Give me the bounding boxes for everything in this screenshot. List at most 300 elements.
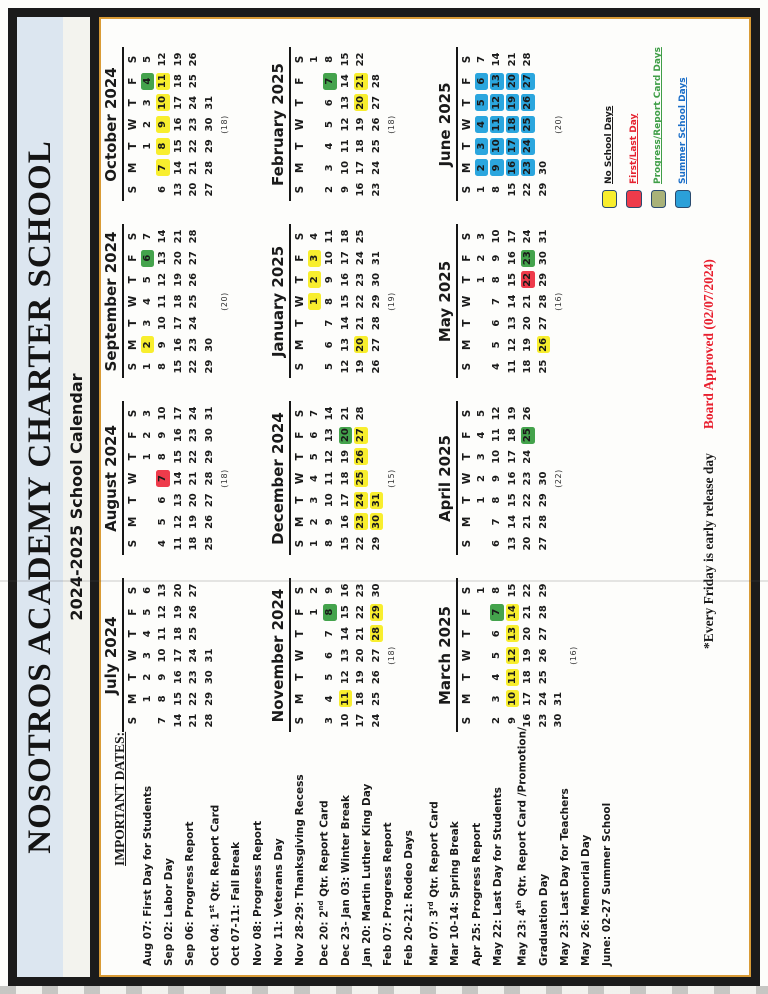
weekday-label: T [127,673,139,681]
weekday-label: T [127,142,139,150]
day-number: 6 [141,250,155,267]
day-cell [322,247,337,269]
day-cell [202,710,217,732]
weekday-label: S [294,716,306,725]
day-number: 30 [370,514,382,529]
day-cell [536,666,551,688]
day-number: 17 [355,160,367,175]
week-row [536,49,551,201]
day-number: 8 [491,586,503,594]
day-number: 21 [188,160,200,175]
day-cell [353,114,368,136]
weekday-header-row [126,580,140,732]
weekday-label: T [461,99,473,107]
day-cell [353,312,368,334]
day-number: 5 [141,608,153,616]
day-number: 12 [491,95,503,110]
day-cell [505,468,520,490]
month-grid-table [293,580,384,732]
month-calendar [102,402,269,556]
day-cell [202,312,217,334]
day-cell [520,312,535,334]
day-cell [489,446,504,468]
day-number: 21 [172,229,184,244]
important-date-item: Nov 28-29: Thanksgiving Recess [293,774,306,966]
legend-label: Summer School Days [678,77,689,184]
day-number: 26 [522,406,534,421]
day-number: 27 [203,493,215,508]
day-cell [186,403,201,425]
week-row [505,403,520,555]
day-number: 24 [355,251,367,266]
day-cell [202,533,217,555]
months-grid [102,36,603,744]
weekday-label: T [294,319,306,327]
day-cell [353,710,368,732]
day-cell [307,179,322,201]
day-cell [155,446,170,468]
weekday-label: F [461,608,473,616]
day-cell [536,92,551,114]
day-number: 19 [355,117,367,132]
weekday-label: M [461,339,473,351]
day-cell [186,446,201,468]
day-number: 17 [339,251,351,266]
day-number: 30 [537,160,549,175]
day-cell [369,601,384,623]
day-cell [140,601,155,623]
day-cell [520,468,535,490]
day-number: 11 [157,294,169,309]
day-number: 18 [339,471,351,486]
day-cell [505,356,520,378]
weekday-label: T [294,496,306,504]
day-number: 5 [324,121,336,128]
day-cell [155,114,170,136]
day-cell [155,334,170,356]
day-cell [474,179,489,201]
day-number: 21 [355,626,367,641]
day-cell [505,688,520,710]
day-cell [140,489,155,511]
day-cell [489,645,504,667]
weekday-label: S [461,55,473,64]
month-calendar [102,225,269,379]
week-row [322,49,337,201]
day-number: 11 [157,74,169,89]
day-cell [338,533,353,555]
day-cell [536,710,551,732]
day-number: 13 [491,74,503,89]
day-cell [520,511,535,533]
week-row [338,49,353,201]
day-number: 19 [172,272,184,287]
day-number: 14 [172,471,184,486]
day-number: 27 [370,95,382,110]
day-number: 21 [522,294,534,309]
weekday-label: S [461,539,473,548]
day-cell [202,688,217,710]
day-number: 4 [141,630,153,638]
day-number: 2 [324,186,336,194]
day-cell [171,247,186,269]
weekday-label: T [461,673,473,681]
day-number: 6 [141,586,153,594]
day-number: 25 [537,359,549,374]
day-cell [338,269,353,291]
day-cell [520,403,535,425]
day-number: 14 [324,406,336,421]
day-cell [536,334,551,356]
day-number: 6 [475,73,489,90]
day-number: 25 [203,536,215,551]
day-cell [322,269,337,291]
important-date-item: May 26: Memorial Day [580,834,593,966]
day-number: 28 [522,52,534,67]
day-number: 27 [355,428,367,443]
day-cell [338,489,353,511]
day-cell [474,403,489,425]
day-cell [307,645,322,667]
day-cell [307,533,322,555]
day-number: 3 [141,319,153,327]
weekday-label: F [461,77,473,85]
weekday-label: F [294,77,306,85]
weekday-label: W [461,295,473,308]
day-cell [505,70,520,92]
day-cell [489,312,504,334]
day-cell [338,49,353,71]
day-cell [338,446,353,468]
title-box [17,17,99,977]
day-cell [171,511,186,533]
day-cell [338,688,353,710]
day-number: 3 [141,409,153,417]
day-number: 6 [324,99,336,107]
day-cell [489,601,504,623]
important-date-item: May 22: Last Day for Students [491,787,504,966]
day-number: 29 [370,294,382,309]
day-number: 15 [339,52,351,67]
day-cell [171,601,186,623]
day-number: 29 [537,272,549,287]
day-number: 9 [157,341,169,349]
day-cell [474,135,489,157]
day-cell [186,489,201,511]
legend-item [646,47,671,208]
day-cell [353,688,368,710]
week-row [505,49,520,201]
day-number: 19 [339,449,351,464]
important-date-item: Mar 10-14: Spring Break [449,821,462,966]
day-cell [155,49,170,71]
day-cell [536,291,551,313]
day-cell [202,489,217,511]
day-cell [536,356,551,378]
day-number: 11 [339,691,351,706]
day-cell [338,710,353,732]
day-number: 19 [172,52,184,67]
week-row [307,226,322,378]
day-number: 26 [188,272,200,287]
day-number: 27 [188,251,200,266]
important-date-item: Mar 07: 3rd Qtr. Report Card [426,801,441,966]
day-cell [171,291,186,313]
day-number: 3 [475,138,489,155]
day-number: 9 [324,586,336,594]
day-cell [520,688,535,710]
day-number: 23 [355,583,367,598]
day-number: 14 [506,294,518,309]
week-row [322,226,337,378]
day-number: 24 [522,139,534,154]
day-number: 17 [172,95,184,110]
weekday-header-row [460,403,474,555]
day-cell [474,580,489,602]
day-number: 15 [506,583,518,598]
day-cell [155,247,170,269]
day-number: 22 [188,139,200,154]
month-calendar [102,579,269,733]
day-number: 26 [522,95,534,110]
weekday-header-row [293,580,307,732]
day-cell [202,403,217,425]
weekday-label: F [127,431,139,439]
day-number: 21 [506,52,518,67]
day-cell [307,356,322,378]
day-number: 2 [141,431,153,439]
day-number: 9 [339,186,351,194]
week-row [155,226,170,378]
day-cell [474,623,489,645]
weekday-label: F [461,254,473,262]
day-number: 18 [339,229,351,244]
day-cell [171,49,186,71]
day-number: 19 [355,670,367,685]
day-cell [322,533,337,555]
day-cell [322,446,337,468]
weekday-label: S [127,586,139,595]
day-number: 3 [475,232,487,240]
day-number: 29 [370,536,382,551]
day-cell [369,688,384,710]
day-cell [155,312,170,334]
day-number: 26 [370,670,382,685]
day-cell [505,580,520,602]
day-cell [520,157,535,179]
footnote [701,144,717,764]
weekday-label: F [127,77,139,85]
day-cell [520,92,535,114]
day-cell [505,312,520,334]
day-number: 29 [537,493,549,508]
month-calendar [269,225,436,379]
day-number: 16 [172,670,184,685]
day-cell [520,710,535,732]
day-cell [155,511,170,533]
day-cell [140,688,155,710]
day-number: 1 [141,695,153,703]
week-row [202,580,217,732]
day-number: 21 [522,514,534,529]
day-number: 2 [491,717,503,725]
weekday-label: T [461,276,473,284]
day-cell [171,468,186,490]
day-cell [353,226,368,248]
day-cell [536,312,551,334]
day-cell [307,623,322,645]
day-cell [520,645,535,667]
day-number: 23 [188,337,200,352]
month-calendar [436,402,603,556]
month-calendar [436,225,603,379]
day-number: 17 [339,493,351,508]
day-cell [338,291,353,313]
day-number: 30 [203,337,215,352]
day-cell [353,580,368,602]
day-cell [489,334,504,356]
day-number: 22 [188,449,200,464]
day-cell [307,666,322,688]
day-cell [186,114,201,136]
day-number: 12 [157,52,169,67]
day-number: 8 [491,496,503,504]
day-number: 31 [203,406,215,421]
week-row [369,49,384,201]
weekday-label: S [127,362,139,371]
important-date-item: Apr 25: Progress Report [470,822,483,966]
day-cell [369,403,384,425]
weekday-label: M [294,339,306,351]
day-number: 29 [370,605,382,620]
day-number: 24 [522,229,534,244]
day-cell [505,446,520,468]
month-grid-table [460,226,551,378]
day-number: 11 [491,428,503,443]
day-cell [353,511,368,533]
weekday-label: S [127,232,139,241]
week-row [171,403,186,555]
important-date-item: Graduation Day [537,873,550,966]
weekday-label: T [294,99,306,107]
day-cell [474,601,489,623]
day-cell [155,269,170,291]
footnote-text: *Every Friday is early release day [701,453,716,649]
day-cell [140,424,155,446]
weekday-label: W [127,118,139,131]
day-cell [202,157,217,179]
day-cell [140,114,155,136]
day-cell [186,601,201,623]
day-number: 13 [339,95,351,110]
weekday-label: T [127,630,139,638]
week-row [353,49,368,201]
day-number: 14 [339,74,351,89]
day-cell [505,489,520,511]
day-cell [186,623,201,645]
day-number: 8 [324,298,336,305]
day-number: 15 [172,691,184,706]
day-number: 16 [522,713,534,728]
day-cell [186,291,201,313]
day-cell [489,468,504,490]
day-number: 18 [506,117,518,132]
day-cell [322,226,337,248]
day-number: 6 [491,540,503,548]
day-number: 20 [172,251,184,266]
weekday-header-row [460,226,474,378]
day-cell [322,114,337,136]
day-cell [322,645,337,667]
day-cell [322,666,337,688]
day-cell [307,247,322,269]
day-cell [186,533,201,555]
day-cell [474,114,489,136]
day-number: 12 [157,605,169,620]
week-row [474,403,489,555]
day-cell [202,135,217,157]
month-title: June 2025 [436,48,458,202]
day-number: 27 [188,583,200,598]
day-cell [551,710,566,732]
day-cell [489,533,504,555]
day-cell [155,580,170,602]
weekday-header-row [460,580,474,732]
day-number: 6 [324,341,336,349]
weekday-label: S [294,55,306,64]
day-number: 5 [324,673,336,681]
day-number: 22 [355,605,367,620]
day-cell [338,645,353,667]
day-number: 4 [475,116,489,133]
day-number: 15 [506,493,518,508]
day-cell [140,247,155,269]
day-cell [536,688,551,710]
day-cell [338,179,353,201]
day-number: 10 [339,713,351,728]
weekday-label: T [294,630,306,638]
day-number: 21 [188,713,200,728]
month-grid-table [460,580,566,732]
day-number: 11 [506,359,518,374]
day-cell [155,356,170,378]
day-cell [202,179,217,201]
week-row [520,403,535,555]
day-number: 3 [324,164,336,172]
day-number: 21 [355,316,367,331]
day-cell [536,468,551,490]
day-cell [155,645,170,667]
day-cell [155,688,170,710]
day-cell [202,70,217,92]
important-date-item: Dec 20: 2nd Qtr. Report Card [317,800,331,966]
day-cell [489,291,504,313]
weekday-label: S [294,362,306,371]
day-cell [202,226,217,248]
day-cell [369,623,384,645]
week-row [202,403,217,555]
day-number: 22 [188,359,200,374]
day-cell [322,468,337,490]
day-number: 4 [157,540,169,548]
day-cell [474,645,489,667]
weekday-label: F [294,431,306,439]
day-cell [489,135,504,157]
day-number: 29 [203,139,215,154]
legend-label: Progress/Report Card Days [653,47,664,184]
day-number: 8 [157,363,169,371]
day-cell [536,623,551,645]
